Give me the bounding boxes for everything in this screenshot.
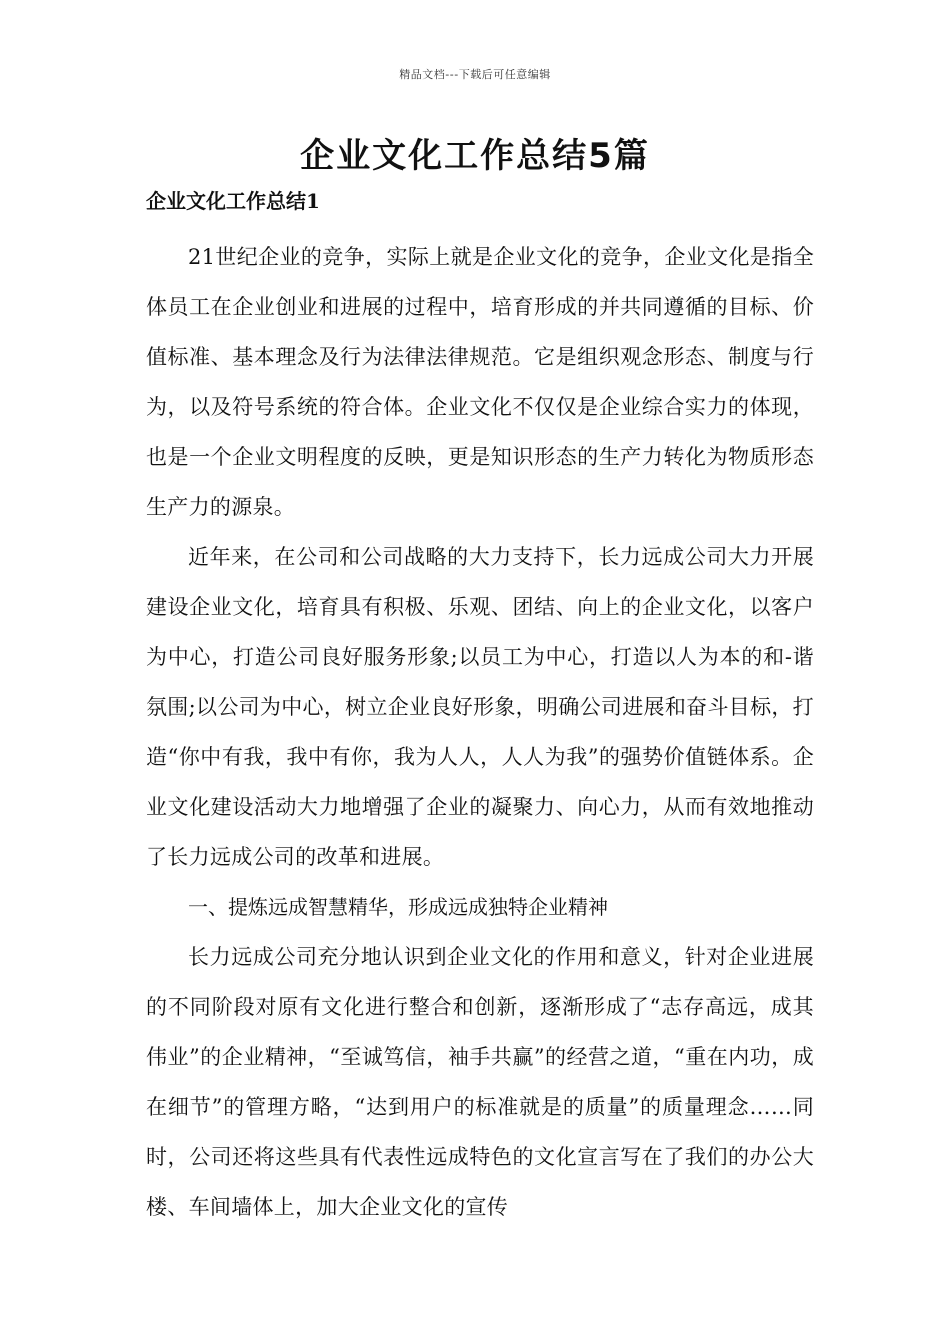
section-title: 企业文化工作总结1: [146, 189, 320, 213]
paragraph-1: 21世纪企业的竞争，实际上就是企业文化的竞争，企业文化是指全体员工在企业创业和进展的过程中，培育形成的并共同遵循的目标、价值标准、基本理念及行为法律法律规范。它是组织观念形态、制度与行为，以及符号系统的符合体。企业文化不仅仅是企业综合实力的体现，也是一个企业文明程度的反映，更是知识形态的生产力转化为物质形态生产力的源泉。: [146, 245, 814, 519]
subheading: 一、提炼远成智慧精华，形成远成独特企业精神: [188, 895, 608, 919]
paragraph-2: 近年来，在公司和公司战略的大力支持下，长力远成公司大力开展建设企业文化，培育具有积极、乐观、团结、向上的企业文化，以客户为中心，打造公司良好服务形象;以员工为中心，打造以人为本的和-谐氛围;以公司为中心，树立企业良好形象，明确公司进展和奋斗目标，打造“你中有我，我中有你，我为人人，人人为我”的强势价值链体系。企业文化建设活动大力地增强了企业的凝聚力、向心力，从而有效地推动了长力远成公司的改革和进展。: [146, 545, 814, 869]
document-title: 企业文化工作总结5篇: [300, 136, 650, 176]
header-note: 精品文档---下载后可任意编辑: [399, 68, 551, 81]
paragraph-3: 长力远成公司充分地认识到企业文化的作用和意义，针对企业进展的不同阶段对原有文化进行整合和创新，逐渐形成了“志存高远，成其伟业”的企业精神，“至诚笃信，袖手共赢”的经营之道，“重在内功，成在细节”的管理方略，“达到用户的标准就是的质量”的质量理念……同时，公司还将这些具有代表性远成特色的文化宣言写在了我们的办公大楼、车间墙体上，加大企业文化的宣传: [146, 945, 814, 1219]
document-body: [146, 232, 814, 1232]
